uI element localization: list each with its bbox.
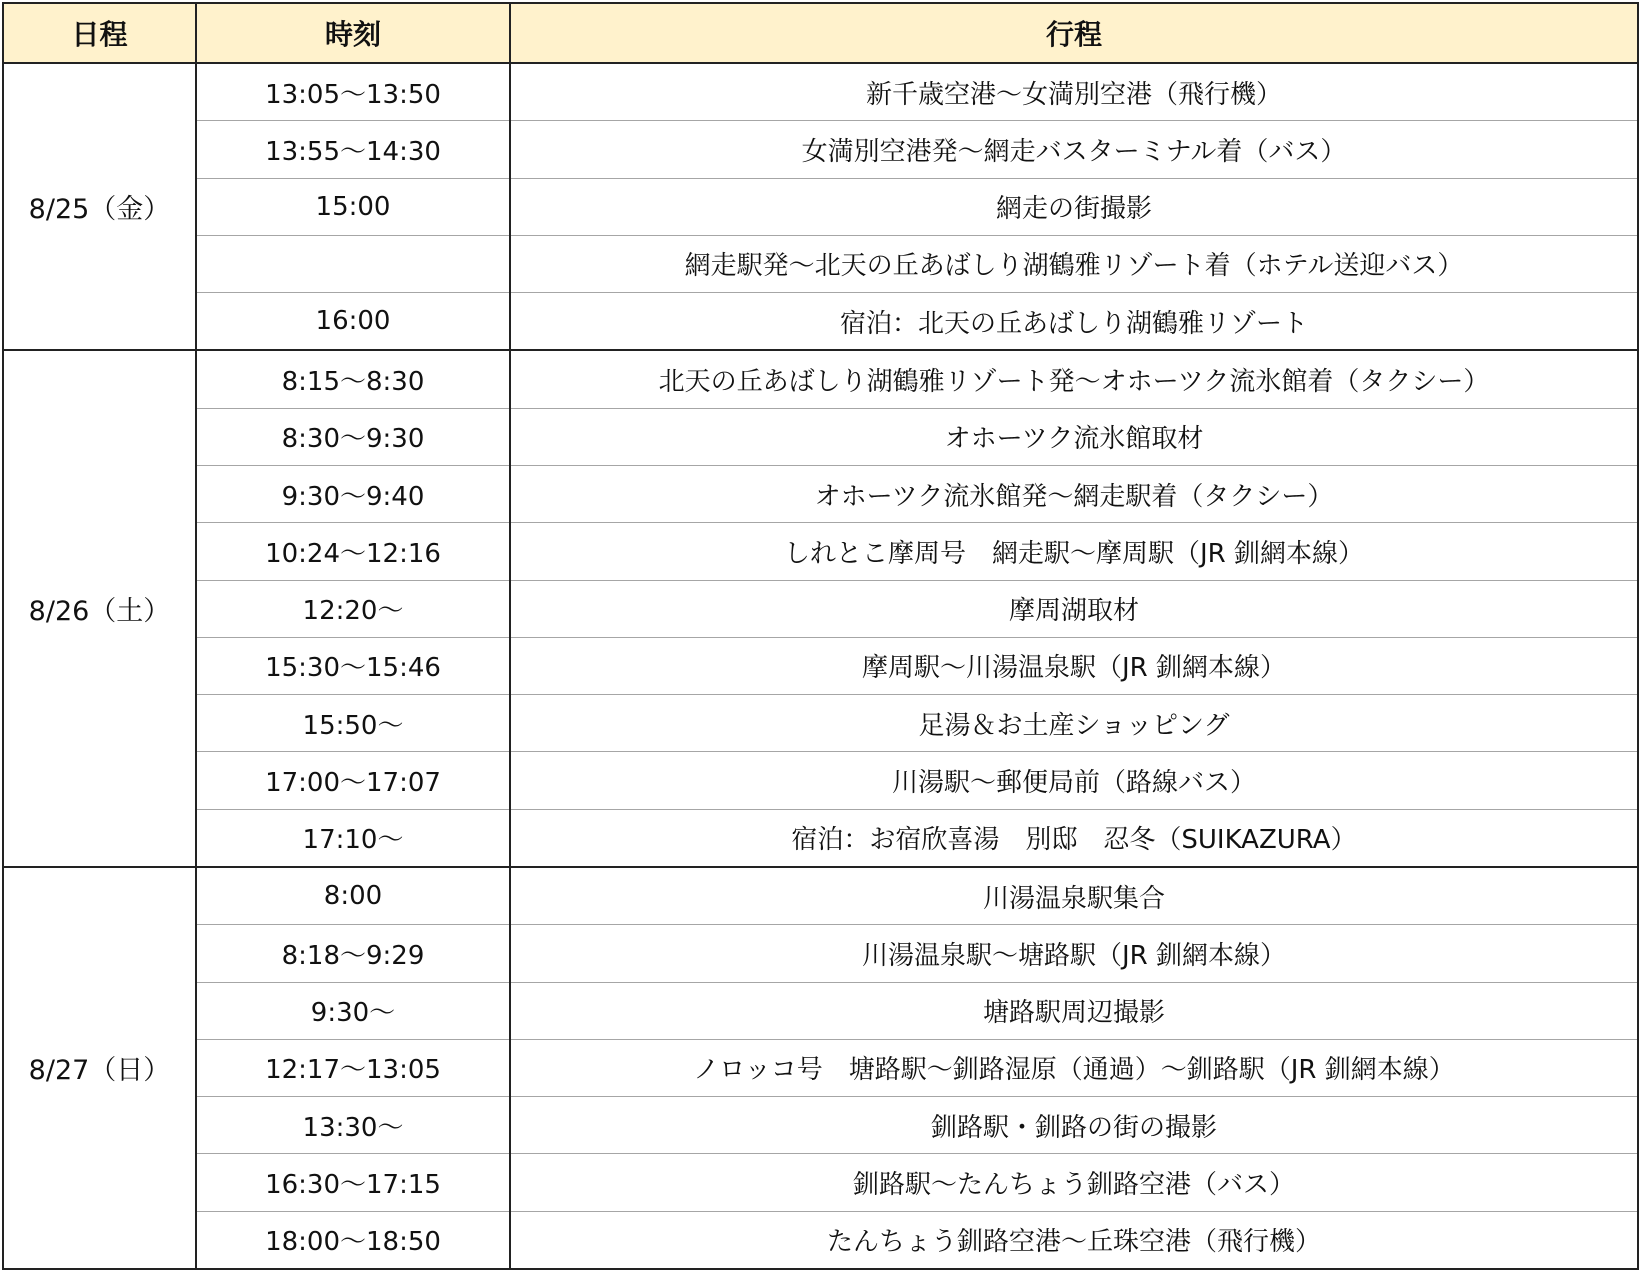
time-cell: 17:10～ <box>196 809 510 867</box>
time-cell: 15:00 <box>196 178 510 235</box>
header-route: 行程 <box>510 3 1638 63</box>
route-cell: 摩周湖取材 <box>510 580 1638 637</box>
itinerary-row <box>3 925 1638 982</box>
itinerary-row <box>3 637 1638 694</box>
route-cell: 新千歳空港～女満別空港（飛行機） <box>510 63 1638 121</box>
time-cell: 12:17～13:05 <box>196 1039 510 1096</box>
route-cell: オホーツク流氷館発～網走駅着（タクシー） <box>510 465 1638 522</box>
itinerary-row <box>3 695 1638 752</box>
itinerary-row <box>3 350 1638 408</box>
time-cell: 8:00 <box>196 867 510 925</box>
itinerary-table <box>2 2 1639 1270</box>
itinerary-body <box>3 63 1638 1269</box>
itinerary-row <box>3 465 1638 522</box>
itinerary-row <box>3 121 1638 178</box>
time-cell <box>196 235 510 292</box>
itinerary-row <box>3 293 1638 351</box>
itinerary-row <box>3 63 1638 121</box>
itinerary-row <box>3 867 1638 925</box>
itinerary-row <box>3 809 1638 867</box>
route-cell: 釧路駅・釧路の街の撮影 <box>510 1097 1638 1154</box>
day-date-cell: 8/25（金） <box>3 63 196 350</box>
route-cell: しれとこ摩周号 網走駅～摩周駅（JR 釧網本線） <box>510 523 1638 580</box>
itinerary-row <box>3 1039 1638 1096</box>
route-cell: 足湯＆お土産ショッピング <box>510 695 1638 752</box>
route-cell: 川湯温泉駅集合 <box>510 867 1638 925</box>
header-date: 日程 <box>3 3 196 63</box>
time-cell: 8:15～8:30 <box>196 350 510 408</box>
time-cell: 13:55～14:30 <box>196 121 510 178</box>
itinerary-row <box>3 1154 1638 1211</box>
time-cell: 8:30～9:30 <box>196 408 510 465</box>
time-cell: 8:18～9:29 <box>196 925 510 982</box>
route-cell: 網走駅発～北天の丘あばしり湖鶴雅リゾート着（ホテル送迎バス） <box>510 235 1638 292</box>
time-cell: 16:30～17:15 <box>196 1154 510 1211</box>
itinerary-row <box>3 523 1638 580</box>
itinerary-row <box>3 235 1638 292</box>
itinerary-row <box>3 408 1638 465</box>
time-cell: 15:50～ <box>196 695 510 752</box>
route-cell: 宿泊：北天の丘あばしり湖鶴雅リゾート <box>510 293 1638 351</box>
time-cell: 17:00～17:07 <box>196 752 510 809</box>
itinerary-row <box>3 982 1638 1039</box>
itinerary-row <box>3 1211 1638 1269</box>
time-cell: 12:20～ <box>196 580 510 637</box>
route-cell: 川湯駅～郵便局前（路線バス） <box>510 752 1638 809</box>
header-row <box>3 3 1638 63</box>
itinerary-row <box>3 1097 1638 1154</box>
time-cell: 15:30～15:46 <box>196 637 510 694</box>
itinerary-row <box>3 580 1638 637</box>
header-time: 時刻 <box>196 3 510 63</box>
route-cell: 川湯温泉駅～塘路駅（JR 釧網本線） <box>510 925 1638 982</box>
route-cell: 宿泊：お宿欣喜湯 別邸 忍冬（SUIKAZURA） <box>510 809 1638 867</box>
itinerary-row <box>3 752 1638 809</box>
time-cell: 13:30～ <box>196 1097 510 1154</box>
route-cell: ノロッコ号 塘路駅～釧路湿原（通過）～釧路駅（JR 釧網本線） <box>510 1039 1638 1096</box>
day-date-cell: 8/27（日） <box>3 867 196 1269</box>
itinerary-row <box>3 178 1638 235</box>
route-cell: 塘路駅周辺撮影 <box>510 982 1638 1039</box>
time-cell: 18:00～18:50 <box>196 1211 510 1269</box>
route-cell: 摩周駅～川湯温泉駅（JR 釧網本線） <box>510 637 1638 694</box>
time-cell: 10:24～12:16 <box>196 523 510 580</box>
route-cell: 女満別空港発～網走バスターミナル着（バス） <box>510 121 1638 178</box>
time-cell: 9:30～9:40 <box>196 465 510 522</box>
route-cell: 網走の街撮影 <box>510 178 1638 235</box>
time-cell: 16:00 <box>196 293 510 351</box>
day-date-cell: 8/26（土） <box>3 350 196 867</box>
time-cell: 13:05～13:50 <box>196 63 510 121</box>
route-cell: 釧路駅～たんちょう釧路空港（バス） <box>510 1154 1638 1211</box>
route-cell: たんちょう釧路空港～丘珠空港（飛行機） <box>510 1211 1638 1269</box>
route-cell: 北天の丘あばしり湖鶴雅リゾート発～オホーツク流氷館着（タクシー） <box>510 350 1638 408</box>
route-cell: オホーツク流氷館取材 <box>510 408 1638 465</box>
time-cell: 9:30～ <box>196 982 510 1039</box>
